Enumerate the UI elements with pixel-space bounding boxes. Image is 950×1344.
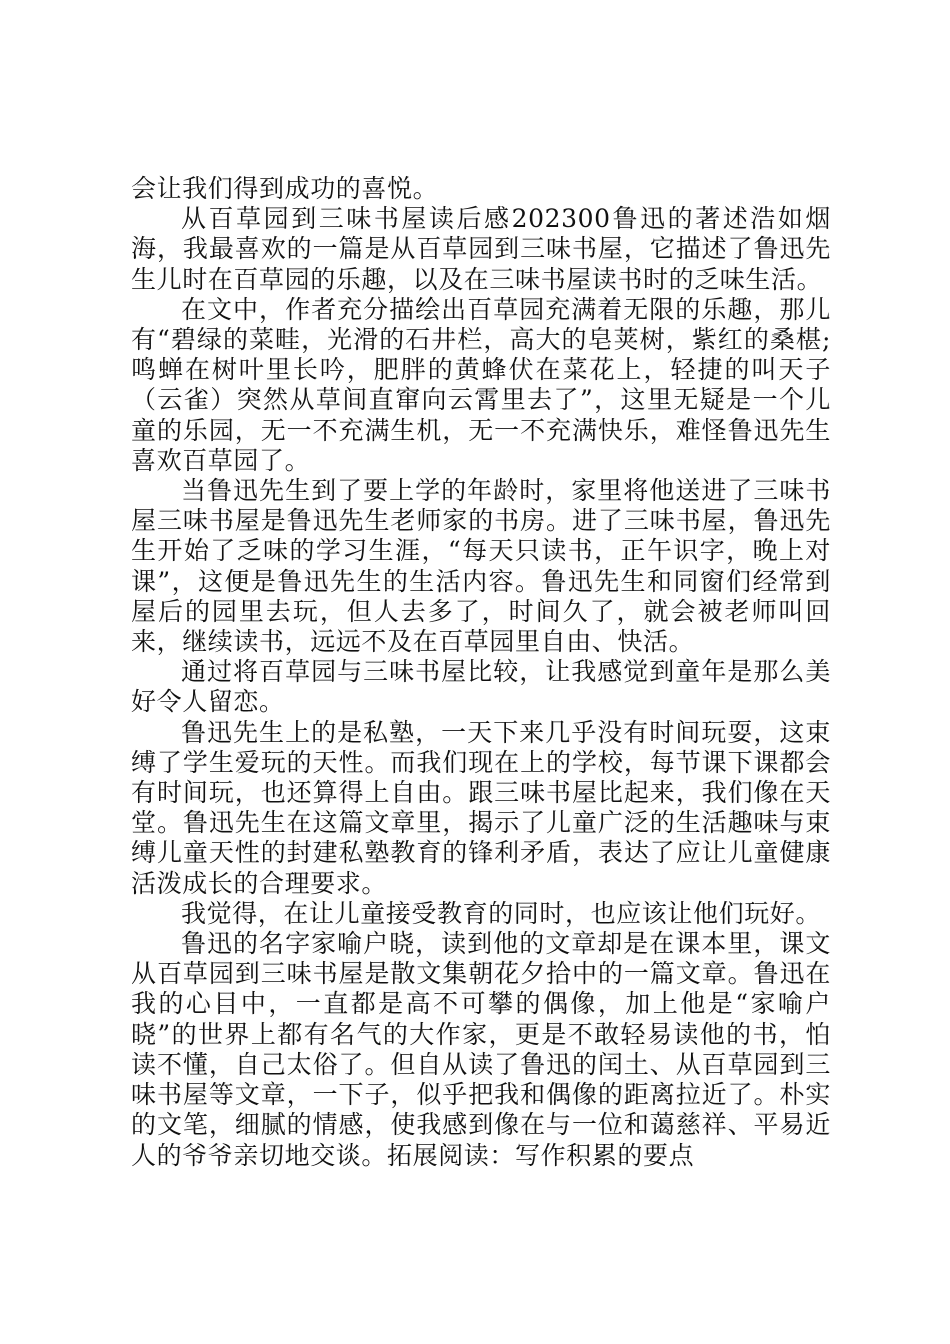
essay-body — [131, 174, 831, 1171]
paragraph-continuation: 会让我们得到成功的喜悦。 — [131, 174, 439, 203]
paragraph-comparison: 通过将百草园与三味书屋比较，让我感觉到童年是那么美好令人留恋。 — [131, 657, 831, 717]
paragraph-baicaoyuan: 在文中，作者充分描绘出百草园充满着无限的乐趣，那儿有“碧绿的菜畦，光滑的石井栏，高大的皂荚树，紫红的桑椹;鸣蝉在树叶里长吟，肥胖的黄蜂伏在菜花上，轻捷的叫天子（云雀）突然从草间直窜向云霄里去了”，这里无疑是一个儿童的乐园，无一不充满生机，无一不充满快乐，难怪鲁迅先生喜欢百草园了。 — [131, 294, 831, 475]
paragraph-opinion: 我觉得，在让儿童接受教育的同时，也应该让他们玩好。 — [181, 898, 822, 928]
paragraph-sishu: 鲁迅先生上的是私塾，一天下来几乎没有时间玩耍，这束缚了学生爱玩的天性。而我们现在上的学校，每节课下课都会有时间玩，也还算得上自由。跟三味书屋比起来，我们像在天堂。鲁迅先生在这篇文章里，揭示了儿童广泛的生活趣味与束缚儿童天性的封建私塾教育的锋利矛盾，表达了应让儿童健康活泼成长的合理要求。 — [131, 717, 831, 898]
paragraph-sanwei-shuwu: 当鲁迅先生到了要上学的年龄时，家里将他送进了三味书屋三味书屋是鲁迅先生老师家的书房。进了三味书屋，鲁迅先生开始了乏味的学习生涯，“每天只读书，正午识字，晚上对课”，这便是鲁迅先生的生活内容。鲁迅先生和同窗们经常到屋后的园里去玩，但人去多了，时间久了，就会被老师叫回来，继续读书，远远不及在百草园里自由、快活。 — [131, 476, 831, 657]
paragraph-luxun-idol: 鲁迅的名字家喻户晓，读到他的文章却是在课本里，课文从百草园到三味书屋是散文集朝花夕拾中的一篇文章。鲁迅在我的心目中，一直都是高不可攀的偶像，加上他是“家喻户晓”的世界上都有名气的大作家，更是不敢轻易读他的书，怕读不懂，自己太俗了。但自从读了鲁迅的闰土、从百草园到三味书屋等文章，一下子，似乎把我和偶像的距离拉近了。朴实的文笔，细腻的情感，使我感到像在与一位和蔼慈祥、平易近人的爷爷亲切地交谈。拓展阅读：写作积累的要点 — [131, 929, 831, 1170]
paragraph-intro: 从百草园到三味书屋读后感202300鲁迅的著述浩如烟海，我最喜欢的一篇是从百草园到三味书屋，它描述了鲁迅先生儿时在百草园的乐趣，以及在三味书屋读书时的乏味生活。 — [131, 204, 831, 294]
